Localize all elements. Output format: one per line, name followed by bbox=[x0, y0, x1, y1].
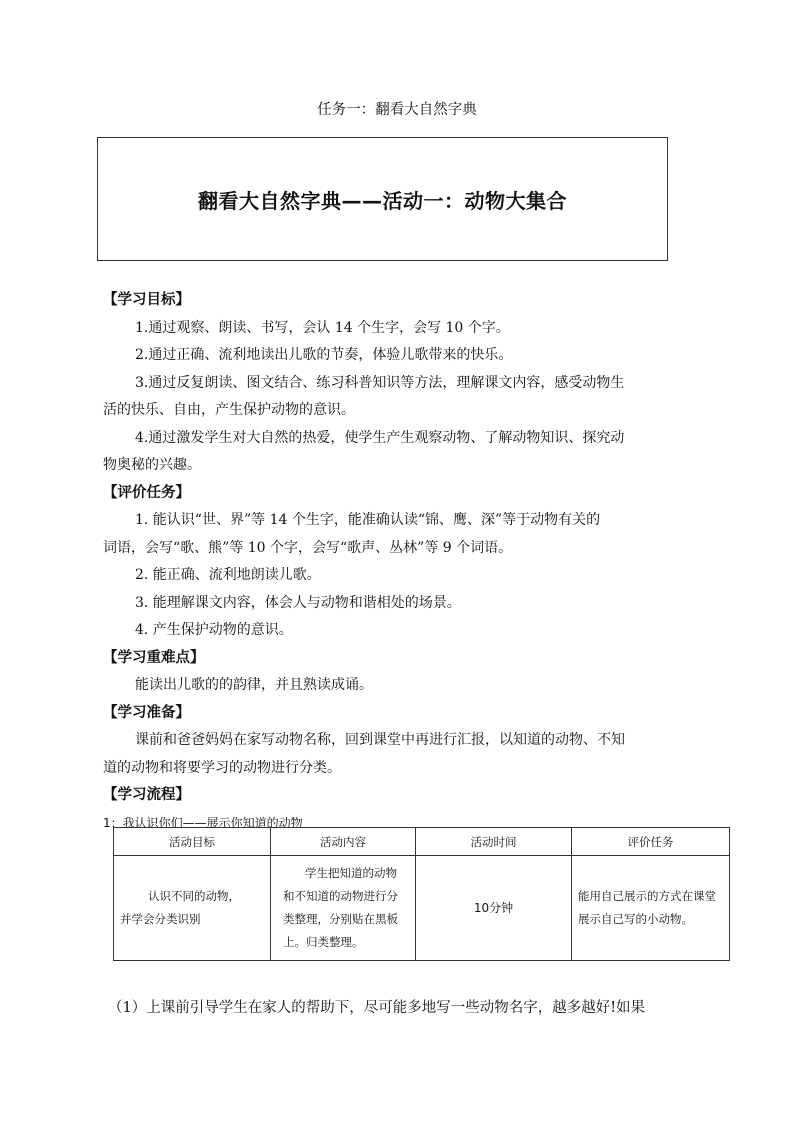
cell-goal bbox=[114, 856, 271, 961]
prep-heading: 【学习准备】 bbox=[103, 704, 190, 721]
goal-item: 3.通过反复朗读、图文结合、练习科普知识等方法，理解课文内容，感受动物生 bbox=[135, 374, 625, 391]
eval-item: 2. 能正确、流利地朗读儿歌。 bbox=[135, 567, 321, 583]
eval-heading: 【评价任务】 bbox=[103, 484, 190, 501]
goals-heading: 【学习目标】 bbox=[103, 292, 190, 308]
banner-title: 翻看大自然字典——活动一：动物大集合 bbox=[198, 188, 567, 213]
table-header-row bbox=[114, 828, 730, 856]
key-heading: 【学习重难点】 bbox=[103, 649, 205, 666]
eval-item: 3. 能理解课文内容，体会人与动物和谐相处的场景。 bbox=[135, 594, 461, 611]
activity-table bbox=[113, 827, 730, 961]
activity-banner bbox=[97, 137, 668, 261]
cell-goal-line: 并学会分类识别 bbox=[120, 912, 201, 926]
flow-heading: 【学习流程】 bbox=[103, 787, 190, 803]
goal-item: 2.通过正确、流利地读出儿歌的节奏，体验儿歌带来的快乐。 bbox=[135, 347, 513, 363]
goal-item: 1.通过观察、朗读、书写，会认 14 个生字，会写 10 个字。 bbox=[135, 319, 510, 336]
cell-content: 学生把知道的动物和不知道的动物进行分类整理，分别贴在黑板上。归类整理。 bbox=[271, 856, 416, 961]
flow-step-title: 1：我认识你们——展示你知道的动物 bbox=[103, 815, 303, 830]
goal-item-continued: 活的快乐、自由，产生保护动物的意识。 bbox=[103, 402, 355, 418]
goal-item: 4.通过激发学生对大自然的热爱，使学生产生观察动物、了解动物知识、探究动 bbox=[135, 429, 625, 446]
key-point: 能读出儿歌的的韵律，并且熟读成诵。 bbox=[135, 677, 373, 693]
lesson-content bbox=[103, 287, 703, 836]
table-header: 活动内容 bbox=[271, 828, 416, 856]
cell-task: 能用自己展示的方式在课堂展示自己写的小动物。 bbox=[572, 856, 730, 961]
goal-item-continued: 物奥秘的兴趣。 bbox=[103, 457, 201, 473]
eval-item: 4. 产生保护动物的意识。 bbox=[135, 622, 293, 638]
prep-text-continued: 道的动物和将要学习的动物进行分类。 bbox=[103, 759, 341, 776]
table-header: 活动目标 bbox=[114, 828, 271, 856]
cell-goal-line: 认识不同的动物， bbox=[148, 889, 240, 903]
tail-paragraph: （1）上课前引导学生在家人的帮助下，尽可能多地写一些动物名字，越多越好!如果 bbox=[108, 1000, 646, 1016]
table-header: 评价任务 bbox=[572, 828, 730, 856]
eval-item: 1. 能认识“世、界”等 14 个生字，能准确认读“锦、鹰、深”等于动物有关的 bbox=[135, 512, 601, 528]
page-title: 任务一：翻看大自然字典 bbox=[317, 102, 477, 118]
table-row bbox=[114, 856, 730, 961]
cell-time: 10分钟 bbox=[416, 856, 572, 961]
eval-item-continued: 词语，会写“歌、熊”等 10 个字，会写“歌声、丛林”等 9 个词语。 bbox=[103, 539, 513, 556]
table-header: 活动时间 bbox=[416, 828, 572, 856]
prep-text: 课前和爸爸妈妈在家写动物名称，回到课堂中再进行汇报，以知道的动物、不知 bbox=[135, 732, 625, 748]
